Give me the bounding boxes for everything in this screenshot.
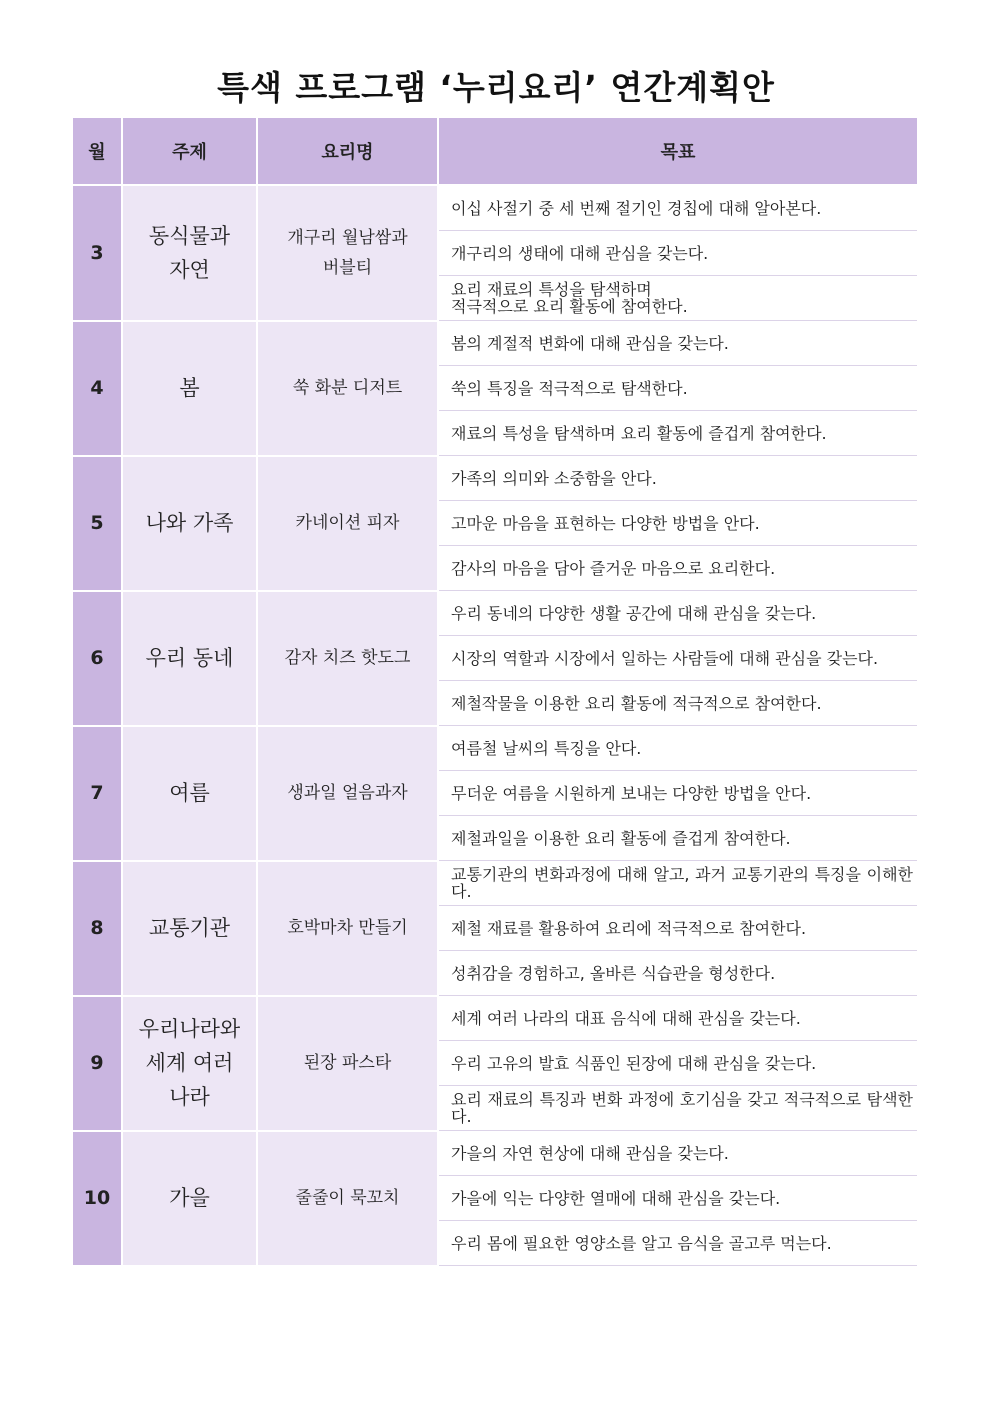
goal-text: 우리 몸에 필요한 영양소를 알고 음식을 골고루 먹는다. <box>451 1233 832 1253</box>
goal-text: 세계 여러 나라의 대표 음식에 대해 관심을 갖는다. <box>451 1008 801 1028</box>
goal-cell <box>438 726 917 771</box>
header-dish: 요리명 <box>257 118 438 185</box>
goal-text: 요리 재료의 특징과 변화 과정에 호기심을 갖고 적극적으로 탐색한다. <box>451 1090 913 1126</box>
goal-cell <box>438 681 917 726</box>
table-row <box>73 726 917 771</box>
goal-cell <box>438 231 917 276</box>
goal-cell <box>438 1131 917 1176</box>
topic-cell: 나와 가족 <box>122 456 257 591</box>
goal-text: 가을의 자연 현상에 대해 관심을 갖는다. <box>451 1143 729 1163</box>
topic-cell: 봄 <box>122 321 257 456</box>
goal-text: 고마운 마음을 표현하는 다양한 방법을 안다. <box>451 513 760 533</box>
goal-cell <box>438 456 917 501</box>
goal-text: 우리 동네의 다양한 생활 공간에 대해 관심을 갖는다. <box>451 603 817 623</box>
table-row <box>73 996 917 1041</box>
goal-text: 개구리의 생태에 대해 관심을 갖는다. <box>451 243 709 263</box>
topic-cell: 동식물과 자연 <box>122 185 257 321</box>
topic-cell: 우리나라와 세계 여러 나라 <box>122 996 257 1131</box>
dish-cell: 카네이션 피자 <box>257 456 438 591</box>
dish-cell: 개구리 월남쌈과 버블티 <box>257 185 438 321</box>
goal-cell <box>438 1221 917 1266</box>
topic-cell: 가을 <box>122 1131 257 1266</box>
goal-cell <box>438 1086 917 1131</box>
page-title: 특색 프로그램 ‘누리요리’ 연간계획안 <box>217 68 775 107</box>
goal-cell <box>438 1176 917 1221</box>
goal-text: 요리 재료의 특성을 탐색하며 적극적으로 요리 활동에 참여한다. <box>451 280 688 316</box>
goal-text: 제철과일을 이용한 요리 활동에 즐겁게 참여한다. <box>451 828 791 848</box>
goal-cell <box>438 411 917 456</box>
month-cell: 3 <box>73 185 122 321</box>
topic-cell: 교통기관 <box>122 861 257 996</box>
goal-text: 성취감을 경험하고, 올바른 식습관을 형성한다. <box>451 963 776 983</box>
goal-cell <box>438 996 917 1041</box>
goal-cell <box>438 546 917 591</box>
goal-text: 가을에 익는 다양한 열매에 대해 관심을 갖는다. <box>451 1188 781 1208</box>
goal-cell <box>438 501 917 546</box>
goal-cell <box>438 276 917 321</box>
goal-text: 이십 사절기 중 세 번째 절기인 경칩에 대해 알아본다. <box>451 198 822 218</box>
goal-cell <box>438 906 917 951</box>
goal-text: 제철작물을 이용한 요리 활동에 적극적으로 참여한다. <box>451 693 822 713</box>
goal-text: 교통기관의 변화과정에 대해 알고, 과거 교통기관의 특징을 이해한다. <box>451 865 913 901</box>
table-row <box>73 321 917 366</box>
goal-cell <box>438 366 917 411</box>
goal-text: 쑥의 특징을 적극적으로 탐색한다. <box>451 378 688 398</box>
goal-text: 제철 재료를 활용하여 요리에 적극적으로 참여한다. <box>451 918 807 938</box>
month-cell: 4 <box>73 321 122 456</box>
month-cell: 6 <box>73 591 122 726</box>
goal-cell <box>438 951 917 996</box>
dish-cell: 쑥 화분 디저트 <box>257 321 438 456</box>
dish-cell: 줄줄이 묵꼬치 <box>257 1131 438 1266</box>
goal-text: 우리 고유의 발효 식품인 된장에 대해 관심을 갖는다. <box>451 1053 817 1073</box>
dish-cell: 생과일 얼음과자 <box>257 726 438 861</box>
goal-text: 재료의 특성을 탐색하며 요리 활동에 즐겁게 참여한다. <box>451 423 827 443</box>
topic-cell: 여름 <box>122 726 257 861</box>
topic-cell: 우리 동네 <box>122 591 257 726</box>
table-row <box>73 185 917 231</box>
dish-cell: 된장 파스타 <box>257 996 438 1131</box>
goal-text: 시장의 역할과 시장에서 일하는 사람들에 대해 관심을 갖는다. <box>451 648 879 668</box>
goal-cell <box>438 771 917 816</box>
table-row <box>73 1131 917 1176</box>
table-row <box>73 456 917 501</box>
header-goal: 목표 <box>438 118 917 185</box>
header-topic: 주제 <box>122 118 257 185</box>
month-cell: 10 <box>73 1131 122 1266</box>
table-header-row <box>73 118 917 185</box>
goal-cell <box>438 591 917 636</box>
goal-cell <box>438 185 917 231</box>
table-row <box>73 861 917 906</box>
goal-cell <box>438 861 917 906</box>
goal-cell <box>438 321 917 366</box>
table-body <box>73 185 917 1266</box>
goal-text: 무더운 여름을 시원하게 보내는 다양한 방법을 안다. <box>451 783 812 803</box>
goal-text: 감사의 마음을 담아 즐거운 마음으로 요리한다. <box>451 558 776 578</box>
dish-cell: 호박마차 만들기 <box>257 861 438 996</box>
month-cell: 9 <box>73 996 122 1131</box>
goal-text: 봄의 계절적 변화에 대해 관심을 갖는다. <box>451 333 729 353</box>
header-month: 월 <box>73 118 122 185</box>
month-cell: 8 <box>73 861 122 996</box>
dish-cell: 감자 치즈 핫도그 <box>257 591 438 726</box>
goal-text: 여름철 날씨의 특징을 안다. <box>451 738 642 758</box>
goal-cell <box>438 1041 917 1086</box>
goal-cell <box>438 636 917 681</box>
goal-cell <box>438 816 917 861</box>
goal-text: 가족의 의미와 소중함을 안다. <box>451 468 657 488</box>
annual-plan-table <box>73 118 917 1267</box>
table-row <box>73 591 917 636</box>
month-cell: 5 <box>73 456 122 591</box>
month-cell: 7 <box>73 726 122 861</box>
